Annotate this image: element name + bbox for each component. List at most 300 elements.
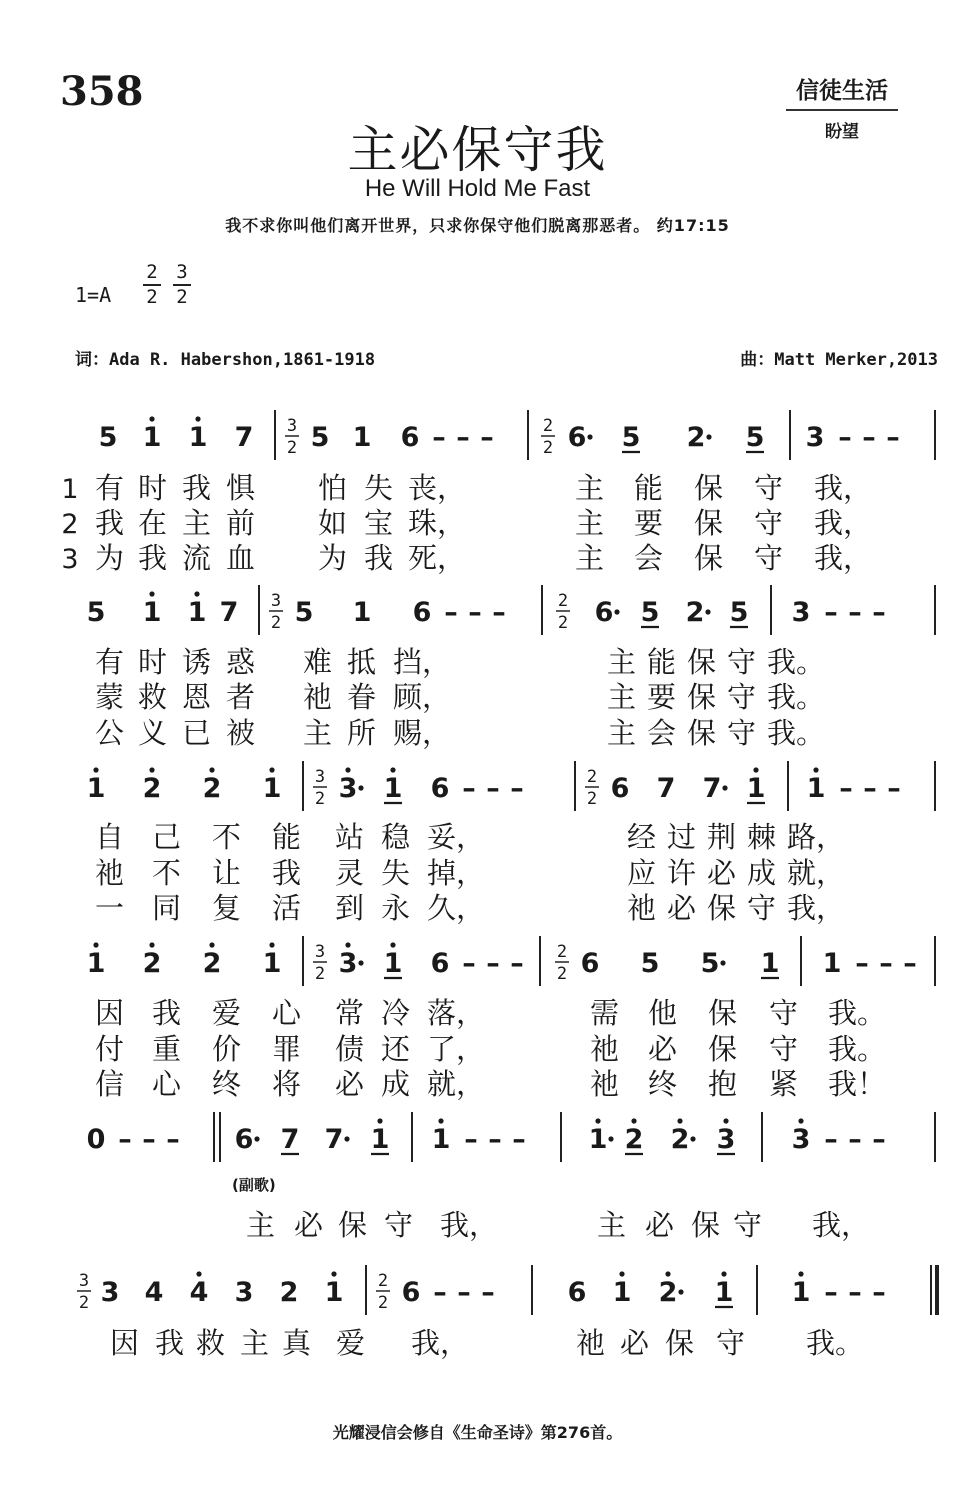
sustain-dash: – xyxy=(142,1124,156,1155)
lyric-syllable: 顾， xyxy=(393,680,452,714)
lyric-syllable: 祂 xyxy=(576,1326,606,1360)
lyric-syllable: 抱 xyxy=(708,1067,738,1101)
note: 5 xyxy=(700,948,720,979)
lyric-syllable: 许 xyxy=(667,856,697,890)
note: 1 xyxy=(822,948,842,979)
lyric-syllable: 守 xyxy=(727,716,757,750)
score-system-2 xyxy=(87,585,935,750)
note: 1 xyxy=(760,948,780,979)
sustain-dash: – xyxy=(468,597,482,628)
lyric-syllable: 我， xyxy=(440,1208,499,1242)
lyric-syllable: 死， xyxy=(408,541,467,575)
note: 3 xyxy=(234,1277,254,1308)
lyric-syllable: 主 xyxy=(575,506,605,540)
note: 1 xyxy=(262,773,282,804)
lyric-syllable: 将 xyxy=(272,1067,302,1101)
lyric-syllable: 救 xyxy=(196,1326,226,1360)
note: 1 xyxy=(86,948,106,979)
lyric-syllable: 要 xyxy=(647,680,677,714)
note: 6 xyxy=(567,1277,587,1308)
note: 1 xyxy=(370,1124,390,1155)
lyric-syllable: 祂 xyxy=(590,1032,620,1066)
note: 6 xyxy=(580,948,600,979)
lyric-syllable: 为 xyxy=(95,541,125,575)
lyric-syllable: 我。 xyxy=(828,1032,887,1066)
sustain-dash: – xyxy=(848,1124,862,1155)
note: 3 xyxy=(338,773,358,804)
duration-dot xyxy=(254,1136,259,1141)
lyric-syllable: 灵 xyxy=(335,856,365,890)
sustain-dash: – xyxy=(510,773,524,804)
lyric-syllable: 会 xyxy=(634,541,664,575)
lyric-syllable: 冷 xyxy=(381,996,411,1030)
octave-dot xyxy=(345,767,350,772)
note: 7 xyxy=(280,1124,300,1155)
sustain-dash: – xyxy=(166,1124,180,1155)
time-signature-denominator: 2 xyxy=(377,1293,389,1313)
lyric-syllable: 成 xyxy=(747,856,777,890)
lyric-syllable: 守 xyxy=(769,996,799,1030)
octave-dot xyxy=(149,591,154,596)
note: 5 xyxy=(621,422,641,453)
lyric-syllable: 保 xyxy=(687,645,717,679)
lyric-syllable: 主 xyxy=(246,1208,276,1242)
time-signature-numerator: 2 xyxy=(146,261,158,283)
sustain-dash: – xyxy=(872,1277,886,1308)
octave-dot xyxy=(631,1118,636,1123)
time-signature-denominator: 2 xyxy=(314,964,326,984)
title-chinese: 主必保守我 xyxy=(347,121,608,179)
lyric-syllable: 恩 xyxy=(182,680,212,714)
lyric-syllable: 我， xyxy=(787,891,846,925)
sustain-dash: – xyxy=(457,1277,471,1308)
lyric-syllable: 己 xyxy=(152,820,182,854)
note: 3 xyxy=(791,597,811,628)
key-signature: 1=A xyxy=(75,283,112,307)
lyric-syllable: 诱 xyxy=(182,645,212,679)
time-signature-numerator: 3 xyxy=(314,767,326,787)
duration-dot xyxy=(720,960,725,965)
lyric-syllable: 赐， xyxy=(393,716,452,750)
note: 2 xyxy=(686,422,706,453)
subcategory-label: 盼望 xyxy=(825,122,859,142)
duration-dot xyxy=(587,434,592,439)
lyric-syllable: 我， xyxy=(814,506,873,540)
sustain-dash: – xyxy=(492,597,506,628)
lyric-syllable: 被 xyxy=(226,716,256,750)
lyric-syllable: 不 xyxy=(212,820,242,854)
inline-time-signature xyxy=(269,591,283,633)
category-label: 信徒生活 xyxy=(786,72,898,111)
score-system-6 xyxy=(77,1265,937,1360)
sustain-dash: – xyxy=(118,1124,132,1155)
note: 2 xyxy=(202,773,222,804)
note: 1 xyxy=(791,1277,811,1308)
note: 6 xyxy=(610,773,630,804)
lyric-syllable: 守 xyxy=(769,1032,799,1066)
lyric-syllable: 紧 xyxy=(769,1067,799,1101)
time-signature-numerator: 3 xyxy=(286,416,298,436)
lyric-syllable: 守 xyxy=(754,506,784,540)
note: 5 xyxy=(294,597,314,628)
sustain-dash: – xyxy=(824,597,838,628)
time-signature-denominator: 2 xyxy=(270,613,282,633)
lyric-syllable: 稳 xyxy=(381,820,411,854)
lyric-syllable: 必 xyxy=(667,891,697,925)
lyric-syllable: 守 xyxy=(754,541,784,575)
inline-time-signature xyxy=(77,1271,91,1313)
octave-dot xyxy=(665,1271,670,1276)
sustain-dash: – xyxy=(862,422,876,453)
lyric-syllable: 者 xyxy=(226,680,256,714)
octave-dot xyxy=(93,942,98,947)
note: 6 xyxy=(401,1277,421,1308)
lyric-syllable: 失 xyxy=(364,471,394,505)
sustain-dash: – xyxy=(872,1124,886,1155)
lyric-syllable: 能 xyxy=(634,471,664,505)
lyric-syllable: 因 xyxy=(95,996,125,1030)
octave-dot xyxy=(195,416,200,421)
lyric-syllable: 活 xyxy=(272,891,302,925)
sustain-dash: – xyxy=(480,422,494,453)
lyric-syllable: 救 xyxy=(138,680,168,714)
sustain-dash: – xyxy=(464,1124,478,1155)
lyric-syllable: 一 xyxy=(95,891,125,925)
time-signature-denominator: 2 xyxy=(146,285,158,308)
lyric-syllable: 终 xyxy=(212,1067,242,1101)
note: 2 xyxy=(142,773,162,804)
octave-dot xyxy=(269,767,274,772)
lyricist-credit: 词：Ada R. Habershon,1861-1918 xyxy=(75,350,376,370)
note: 2 xyxy=(670,1124,690,1155)
lyric-syllable: 同 xyxy=(152,891,182,925)
note: 1 xyxy=(142,422,162,453)
lyric-syllable: 血 xyxy=(226,541,256,575)
note: 1 xyxy=(806,773,826,804)
lyric-syllable: 路， xyxy=(787,820,846,854)
duration-dot xyxy=(678,1289,683,1294)
lyric-syllable: 我 xyxy=(272,856,302,890)
sustain-dash: – xyxy=(488,1124,502,1155)
verse-number: 1 xyxy=(61,474,79,505)
octave-dot xyxy=(331,1271,336,1276)
lyric-syllable: 流 xyxy=(182,541,212,575)
time-signature-numerator: 2 xyxy=(556,942,568,962)
lyric-syllable: 主 xyxy=(607,680,637,714)
note: 5 xyxy=(640,597,660,628)
note: 5 xyxy=(86,597,106,628)
lyric-syllable: 我 xyxy=(364,541,394,575)
lyric-syllable: 如 xyxy=(318,506,348,540)
inline-time-signature xyxy=(541,416,555,458)
lyric-syllable: 主 xyxy=(575,541,605,575)
lyric-syllable: 还 xyxy=(381,1032,411,1066)
note: 1 xyxy=(383,948,403,979)
lyric-syllable: 保 xyxy=(687,716,717,750)
note: 3 xyxy=(338,948,358,979)
lyric-syllable: 付 xyxy=(95,1032,125,1066)
note: 3 xyxy=(805,422,825,453)
lyric-syllable: 我。 xyxy=(806,1326,865,1360)
lyric-syllable: 让 xyxy=(212,856,242,890)
sustain-dash: – xyxy=(486,773,500,804)
chorus-label: (副歌) xyxy=(232,1176,276,1194)
lyric-syllable: 失 xyxy=(381,856,411,890)
lyric-syllable: 祂 xyxy=(95,856,125,890)
sustain-dash: – xyxy=(838,422,852,453)
inline-time-signature xyxy=(313,942,327,984)
lyric-syllable: 祂 xyxy=(627,891,657,925)
inline-time-signature xyxy=(585,767,599,809)
note: 1 xyxy=(352,422,372,453)
sustain-dash: – xyxy=(510,948,524,979)
lyric-syllable: 我 xyxy=(138,541,168,575)
time-signature-denominator: 2 xyxy=(78,1293,90,1313)
note: 3 xyxy=(716,1124,736,1155)
lyric-syllable: 就， xyxy=(427,1067,486,1101)
lyric-syllable: 眷 xyxy=(347,680,377,714)
lyric-syllable: 我， xyxy=(812,1208,871,1242)
note: 7 xyxy=(324,1124,344,1155)
octave-dot xyxy=(345,942,350,947)
lyric-syllable: 必 xyxy=(648,1032,678,1066)
time-signature-denominator: 2 xyxy=(542,438,554,458)
lyric-syllable: 义 xyxy=(138,716,168,750)
note: 6 xyxy=(430,948,450,979)
lyric-syllable: 时 xyxy=(138,471,168,505)
lyric-syllable: 妥， xyxy=(427,820,486,854)
note: 3 xyxy=(791,1124,811,1155)
sustain-dash: – xyxy=(444,597,458,628)
octave-dot xyxy=(798,1118,803,1123)
lyric-syllable: 久， xyxy=(427,891,486,925)
octave-dot xyxy=(390,767,395,772)
note: 6 xyxy=(430,773,450,804)
lyric-syllable: 有 xyxy=(95,471,125,505)
lyric-syllable: 必 xyxy=(294,1208,324,1242)
lyric-syllable: 宝 xyxy=(364,506,394,540)
lyric-syllable: 我， xyxy=(814,541,873,575)
sustain-dash: – xyxy=(432,422,446,453)
time-signature-denominator: 2 xyxy=(586,789,598,809)
note: 5 xyxy=(98,422,118,453)
duration-dot xyxy=(690,1136,695,1141)
lyric-syllable: 保 xyxy=(338,1208,368,1242)
hymn-number: 358 xyxy=(60,68,144,115)
lyric-syllable: 保 xyxy=(691,1208,721,1242)
octave-dot xyxy=(194,591,199,596)
note: 1 xyxy=(187,597,207,628)
composer-credit: 曲：Matt Merker,2013 xyxy=(740,350,938,370)
lyric-syllable: 保 xyxy=(707,891,737,925)
lyric-syllable: 保 xyxy=(708,996,738,1030)
octave-dot xyxy=(149,416,154,421)
note: 6 xyxy=(594,597,614,628)
scripture-verse: 我不求你叫他们离开世界，只求你保守他们脱离那恶者。 约17:15 xyxy=(225,216,730,235)
lyric-syllable: 必 xyxy=(645,1208,675,1242)
note: 5 xyxy=(640,948,660,979)
sustain-dash: – xyxy=(462,773,476,804)
lyric-syllable: 信 xyxy=(95,1067,125,1101)
sustain-dash: – xyxy=(887,773,901,804)
note: 2 xyxy=(658,1277,678,1308)
score-system-4 xyxy=(87,936,935,1101)
time-signature-denominator: 2 xyxy=(557,613,569,633)
lyric-syllable: 必 xyxy=(620,1326,650,1360)
lyric-syllable: 祂 xyxy=(590,1067,620,1101)
sustain-dash: – xyxy=(481,1277,495,1308)
lyric-syllable: 珠， xyxy=(408,506,467,540)
sustain-dash: – xyxy=(486,948,500,979)
lyric-syllable: 抵 xyxy=(347,645,377,679)
note: 4 xyxy=(144,1277,164,1308)
lyric-syllable: 真 xyxy=(282,1326,312,1360)
lyric-syllable: 荆 xyxy=(707,820,737,854)
lyric-syllable: 我！ xyxy=(828,1067,887,1101)
lyric-syllable: 需 xyxy=(590,996,620,1030)
lyric-syllable: 我。 xyxy=(828,996,887,1030)
lyric-syllable: 价 xyxy=(212,1032,242,1066)
time-signature-denominator: 2 xyxy=(176,285,188,308)
lyric-syllable: 我 xyxy=(182,471,212,505)
lyric-syllable: 永 xyxy=(381,891,411,925)
lyric-syllable: 在 xyxy=(138,506,168,540)
lyric-syllable: 能 xyxy=(272,820,302,854)
note: 2 xyxy=(685,597,705,628)
duration-dot xyxy=(608,1136,613,1141)
octave-dot xyxy=(753,767,758,772)
note: 1 xyxy=(86,773,106,804)
note: 2 xyxy=(624,1124,644,1155)
time-signature-denominator: 2 xyxy=(556,964,568,984)
lyric-syllable: 守 xyxy=(727,645,757,679)
octave-dot xyxy=(677,1118,682,1123)
duration-dot xyxy=(722,785,727,790)
time-signature-numerator: 2 xyxy=(542,416,554,436)
lyric-syllable: 到 xyxy=(335,891,365,925)
lyric-syllable: 前 xyxy=(226,506,256,540)
octave-dot xyxy=(377,1118,382,1123)
sustain-dash: – xyxy=(512,1124,526,1155)
lyric-syllable: 守 xyxy=(716,1326,746,1360)
note: 7 xyxy=(656,773,676,804)
title-english: He Will Hold Me Fast xyxy=(364,175,591,202)
lyric-syllable: 难 xyxy=(303,645,333,679)
score-system-1 xyxy=(61,410,935,575)
lyric-syllable: 蒙 xyxy=(95,680,125,714)
note: 1 xyxy=(431,1124,451,1155)
sustain-dash: – xyxy=(824,1124,838,1155)
lyric-syllable: 我。 xyxy=(767,680,826,714)
note: 6 xyxy=(567,422,587,453)
lyric-syllable: 保 xyxy=(665,1326,695,1360)
octave-dot xyxy=(149,767,154,772)
time-signature-numerator: 3 xyxy=(270,591,282,611)
octave-dot xyxy=(438,1118,443,1123)
octave-dot xyxy=(813,767,818,772)
lyric-syllable: 罪 xyxy=(272,1032,302,1066)
score-system-3 xyxy=(87,761,935,925)
lyric-syllable: 会 xyxy=(647,716,677,750)
sustain-dash: – xyxy=(886,422,900,453)
lyric-syllable: 守 xyxy=(384,1208,414,1242)
lyric-syllable: 惑 xyxy=(226,645,256,679)
lyric-syllable: 祂 xyxy=(303,680,333,714)
lyric-syllable: 主 xyxy=(597,1208,627,1242)
time-signature-denominator: 2 xyxy=(314,789,326,809)
lyric-syllable: 有 xyxy=(95,645,125,679)
note: 7 xyxy=(234,422,254,453)
lyric-syllable: 爱 xyxy=(212,996,242,1030)
lyric-syllable: 应 xyxy=(627,856,657,890)
inline-time-signature xyxy=(285,416,299,458)
note: 4 xyxy=(189,1277,209,1308)
note: 0 xyxy=(86,1124,106,1155)
sustain-dash: – xyxy=(872,597,886,628)
note: 6 xyxy=(400,422,420,453)
lyric-syllable: 所 xyxy=(347,716,377,750)
lyric-syllable: 必 xyxy=(707,856,737,890)
lyric-syllable: 掉， xyxy=(427,856,486,890)
lyric-syllable: 主 xyxy=(607,716,637,750)
time-signature-numerator: 2 xyxy=(586,767,598,787)
score-system-5 xyxy=(87,1112,935,1242)
octave-dot xyxy=(93,767,98,772)
sustain-dash: – xyxy=(855,948,869,979)
note: 5 xyxy=(310,422,330,453)
octave-dot xyxy=(721,1271,726,1276)
sustain-dash: – xyxy=(433,1277,447,1308)
note: 7 xyxy=(702,773,722,804)
lyric-syllable: 公 xyxy=(95,716,125,750)
lyric-syllable: 了， xyxy=(427,1032,486,1066)
lyric-syllable: 主 xyxy=(303,716,333,750)
time-signature-denominator: 2 xyxy=(286,438,298,458)
sustain-dash: – xyxy=(863,773,877,804)
inline-time-signature xyxy=(313,767,327,809)
octave-dot xyxy=(209,767,214,772)
sustain-dash: – xyxy=(848,1277,862,1308)
sustain-dash: – xyxy=(824,1277,838,1308)
lyric-syllable: 不 xyxy=(152,856,182,890)
lyric-syllable: 挡， xyxy=(393,645,452,679)
octave-dot xyxy=(595,1118,600,1123)
note: 1 xyxy=(352,597,372,628)
lyric-syllable: 终 xyxy=(648,1067,678,1101)
lyric-syllable: 就， xyxy=(787,856,846,890)
lyric-syllable: 守 xyxy=(733,1208,763,1242)
lyric-syllable: 我。 xyxy=(767,645,826,679)
note: 2 xyxy=(279,1277,299,1308)
lyric-syllable: 落， xyxy=(427,996,486,1030)
lyric-syllable: 债 xyxy=(335,1032,365,1066)
lyric-syllable: 成 xyxy=(381,1067,411,1101)
inline-time-signature xyxy=(555,942,569,984)
octave-dot xyxy=(390,942,395,947)
lyric-syllable: 常 xyxy=(335,996,365,1030)
lyric-syllable: 心 xyxy=(272,996,302,1030)
lyric-syllable: 爱 xyxy=(336,1326,366,1360)
note: 1 xyxy=(612,1277,632,1308)
footer-note: 光耀浸信会修自《生命圣诗》第276首。 xyxy=(332,1423,623,1442)
lyric-syllable: 重 xyxy=(152,1032,182,1066)
lyric-syllable: 自 xyxy=(95,820,125,854)
note: 1 xyxy=(188,422,208,453)
lyric-syllable: 丧， xyxy=(408,471,467,505)
octave-dot xyxy=(196,1271,201,1276)
lyric-syllable: 主 xyxy=(607,645,637,679)
note: 2 xyxy=(202,948,222,979)
